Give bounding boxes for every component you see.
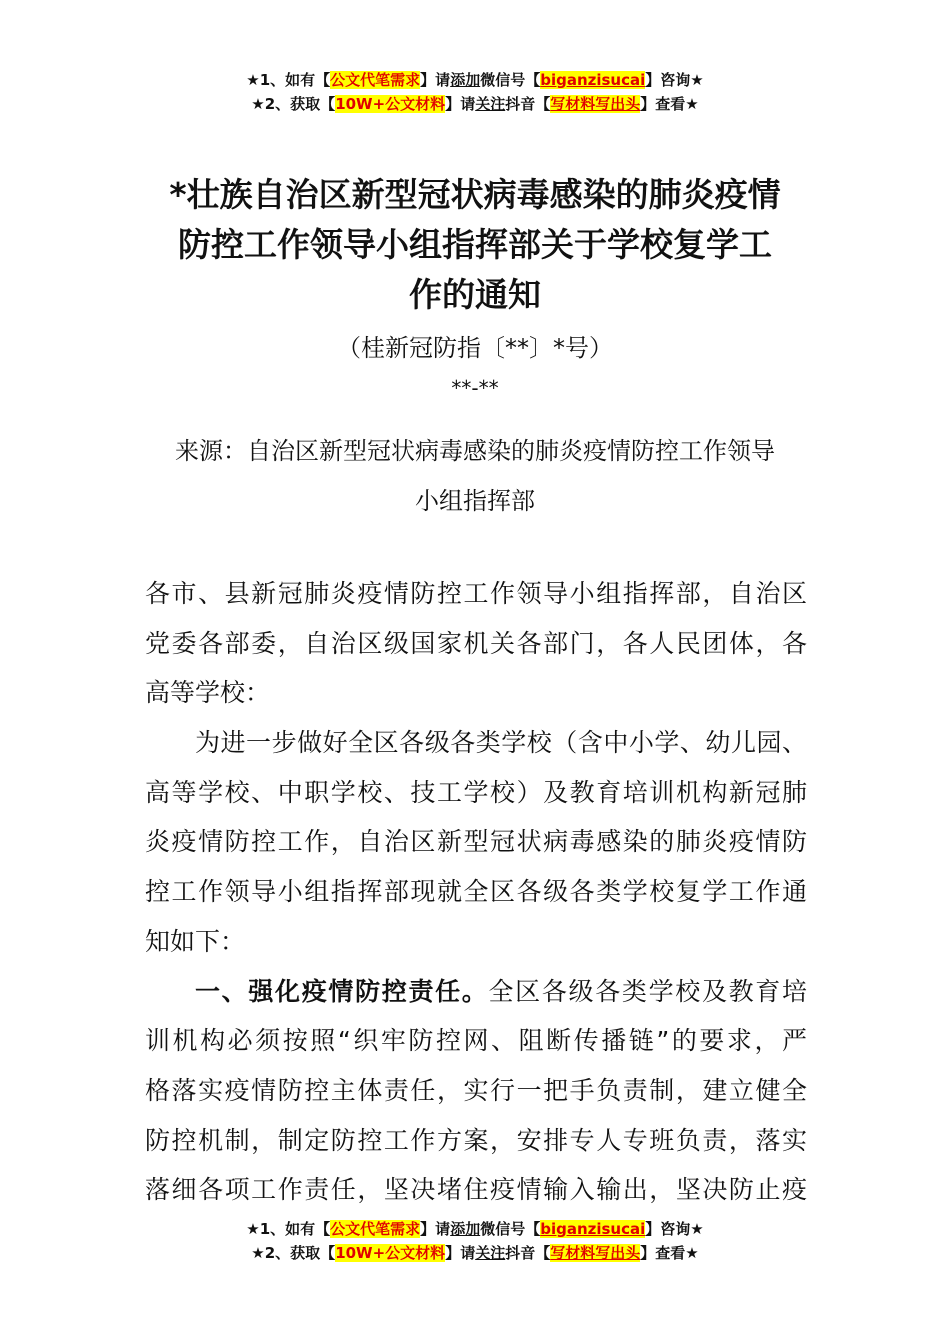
- paragraph-1: [145, 569, 807, 718]
- text-line: 高等学校、中职学校、技工学校）及教育培训机构新冠肺: [145, 777, 807, 807]
- title-line: 防控工作领导小组指挥部关于学校复学工: [178, 225, 772, 264]
- text-line: 训机构必须按照“织牢防控网、阻断传播链”的要求，严: [145, 1026, 807, 1056]
- section-heading: 一、强化疫情防控责任。: [195, 976, 489, 1006]
- text: 】查看★: [640, 1244, 699, 1262]
- text: 】咨询★: [645, 1220, 704, 1238]
- promo-line-2: [0, 1241, 950, 1265]
- highlight: 10W+公文材料: [335, 95, 446, 113]
- text: ★1、如有【: [246, 71, 331, 89]
- document-number: （桂新冠防指〔**〕*号）: [337, 334, 613, 362]
- text-line: 党委各部委，自治区级国家机关各部门，各人民团体，各: [145, 628, 807, 658]
- text-line: 落细各项工作责任，坚决堵住疫情输入输出，坚决防止疫: [145, 1175, 807, 1205]
- source-line: 来源：自治区新型冠状病毒感染的肺炎疫情防控工作领导: [175, 437, 775, 465]
- paragraph-2: [145, 718, 807, 966]
- text: 】请: [420, 71, 451, 89]
- text-line: [145, 967, 807, 1017]
- text: ★1、如有【: [246, 1220, 331, 1238]
- promo-line-1: [0, 1217, 950, 1241]
- text: 微信号【: [480, 71, 541, 89]
- title-line: 作的通知: [409, 275, 541, 314]
- highlight: 公文代笔需求: [330, 71, 421, 89]
- highlight: biganzisucai: [540, 71, 646, 89]
- text: ★2、获取【: [251, 1244, 336, 1262]
- text: ★2、获取【: [251, 95, 336, 113]
- text: 】查看★: [640, 95, 699, 113]
- promo-line-2: [0, 92, 950, 116]
- text: 关注: [475, 1244, 506, 1262]
- text-line: 炎疫情防控工作，自治区新型冠状病毒感染的肺炎疫情防: [145, 827, 807, 857]
- document-body: [145, 569, 807, 1215]
- text-line: 为进一步做好全区各级各类学校（含中小学、幼儿园、: [195, 728, 807, 758]
- text: 抖音【: [505, 95, 551, 113]
- document-date: **-**: [451, 376, 499, 400]
- text-line: 知如下：: [145, 926, 246, 956]
- text: 】请: [420, 1220, 451, 1238]
- promo-banner-bottom: [0, 1217, 950, 1285]
- text: 】咨询★: [645, 71, 704, 89]
- text-line: 各市、县新冠肺炎疫情防控工作领导小组指挥部，自治区: [145, 579, 807, 608]
- paragraph-3: [145, 967, 807, 1215]
- text-line: 高等学校：: [145, 678, 271, 708]
- text: 抖音【: [505, 1244, 551, 1262]
- text: 】请: [445, 95, 476, 113]
- text: 】请: [445, 1244, 476, 1262]
- text-line: 控工作领导小组指挥部现就全区各级各类学校复学工作通: [145, 877, 807, 907]
- promo-banner-top: [0, 68, 950, 116]
- text: 关注: [475, 95, 506, 113]
- source-line: 小组指挥部: [415, 487, 535, 515]
- title-line: *壮族自治区新型冠状病毒感染的肺炎疫情: [169, 175, 781, 214]
- text: 全区各级各类学校及教育培: [488, 976, 807, 1006]
- text: 微信号【: [480, 1220, 541, 1238]
- highlight: 写材料写出头: [550, 95, 641, 113]
- highlight: 写材料写出头: [550, 1244, 641, 1262]
- promo-line-1: [0, 68, 950, 92]
- text-line: 格落实疫情防控主体责任，实行一把手负责制，建立健全: [145, 1075, 807, 1105]
- text: 添加: [450, 1220, 481, 1238]
- highlight: 10W+公文材料: [335, 1244, 446, 1262]
- highlight: 公文代笔需求: [330, 1220, 421, 1238]
- highlight: biganzisucai: [540, 1220, 646, 1238]
- document-title: [0, 170, 950, 320]
- text: 添加: [450, 71, 481, 89]
- document-source: [0, 426, 950, 526]
- text-line: 防控机制，制定防控工作方案，安排专人专班负责，落实: [145, 1125, 807, 1155]
